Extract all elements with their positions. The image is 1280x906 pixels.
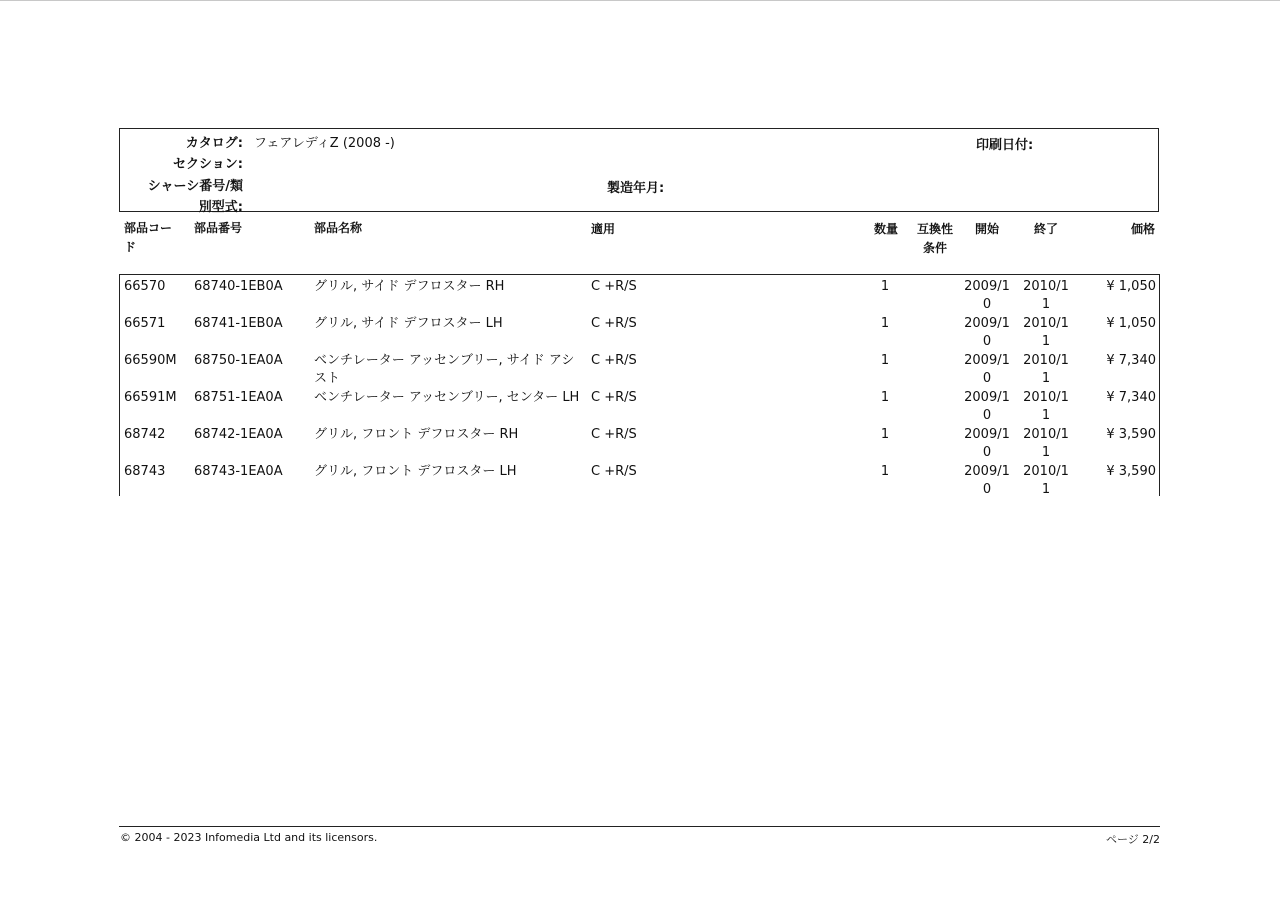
- cell-part-no: 68742-1EA0A: [194, 427, 283, 442]
- page-top-edge: [0, 0, 1280, 1]
- cell-application: C +R/S: [591, 279, 637, 294]
- catalog-value: フェアレディZ (2008 -): [254, 136, 395, 151]
- cell-name: ベンチレーター アッセンブリー, サイド アシスト: [314, 353, 575, 386]
- cell-end: 2010/11: [1023, 464, 1069, 497]
- table-row: [119, 389, 1160, 426]
- cell-end: 2010/11: [1023, 316, 1069, 349]
- cell-part-no: 68741-1EB0A: [194, 316, 283, 331]
- cell-name: グリル, フロント デフロスター RH: [314, 427, 519, 442]
- cell-start: 2009/10: [964, 464, 1010, 497]
- cell-application: C +R/S: [591, 427, 637, 442]
- cell-part-no: 68743-1EA0A: [194, 464, 283, 479]
- table-row: [119, 426, 1160, 463]
- catalog-header-box: [119, 128, 1159, 215]
- col-header-application: 適用: [591, 222, 616, 236]
- cell-code: 66570: [124, 279, 166, 294]
- table-row: [119, 463, 1160, 500]
- cell-part-no: 68751-1EA0A: [194, 390, 283, 405]
- cell-code: 66590M: [124, 353, 177, 368]
- table-row: [119, 315, 1160, 352]
- cell-price: ¥ 3,590: [1106, 427, 1156, 442]
- cell-end: 2010/11: [1023, 353, 1069, 386]
- table-row: [119, 278, 1160, 315]
- print-date-label: 印刷日付:: [976, 138, 1034, 153]
- cell-application: C +R/S: [591, 316, 637, 331]
- cell-name: グリル, サイド デフロスター LH: [314, 316, 503, 331]
- col-header-interchange: 互換性条件: [916, 222, 953, 255]
- chassis-label: シャーシ番号/類: [147, 179, 243, 194]
- col-header-price: 価格: [1131, 222, 1156, 236]
- cell-qty: 1: [880, 427, 890, 442]
- cell-end: 2010/11: [1023, 390, 1069, 423]
- table-header-divider: [119, 274, 1160, 275]
- cell-code: 68743: [124, 464, 166, 479]
- cell-qty: 1: [880, 390, 890, 405]
- model-label: 別型式:: [198, 200, 243, 215]
- cell-start: 2009/10: [964, 353, 1010, 386]
- cell-price: ¥ 1,050: [1106, 279, 1156, 294]
- cell-part-no: 68740-1EB0A: [194, 279, 283, 294]
- cell-start: 2009/10: [964, 279, 1010, 312]
- cell-qty: 1: [880, 353, 890, 368]
- cell-application: C +R/S: [591, 353, 637, 368]
- cell-application: C +R/S: [591, 464, 637, 479]
- col-header-end: 終了: [1034, 222, 1059, 236]
- cell-part-no: 68750-1EA0A: [194, 353, 283, 368]
- cell-price: ¥ 1,050: [1106, 316, 1156, 331]
- cell-end: 2010/11: [1023, 279, 1069, 312]
- cell-start: 2009/10: [964, 316, 1010, 349]
- cell-price: ¥ 7,340: [1106, 353, 1156, 368]
- catalog-label: カタログ:: [185, 136, 243, 151]
- col-header-start: 開始: [975, 222, 1000, 236]
- footer-divider: [119, 826, 1160, 827]
- cell-start: 2009/10: [964, 427, 1010, 460]
- col-header-name: 部品名称: [314, 221, 363, 235]
- manufacture-date-label: 製造年月:: [607, 181, 665, 196]
- cell-price: ¥ 3,590: [1106, 464, 1156, 479]
- cell-start: 2009/10: [964, 390, 1010, 423]
- cell-qty: 1: [880, 316, 890, 331]
- col-header-part-no: 部品番号: [194, 221, 243, 235]
- cell-qty: 1: [880, 279, 890, 294]
- footer-page-number: ページ 2/2: [1106, 833, 1160, 846]
- cell-qty: 1: [880, 464, 890, 479]
- cell-price: ¥ 7,340: [1106, 390, 1156, 405]
- cell-code: 66571: [124, 316, 166, 331]
- col-header-qty: 数量: [874, 222, 899, 236]
- cell-end: 2010/11: [1023, 427, 1069, 460]
- cell-code: 68742: [124, 427, 166, 442]
- col-header-code: 部品コード: [124, 221, 173, 254]
- cell-name: グリル, フロント デフロスター LH: [314, 464, 517, 479]
- cell-name: ベンチレーター アッセンブリー, センター LH: [314, 390, 580, 405]
- section-label: セクション:: [173, 157, 243, 172]
- cell-name: グリル, サイド デフロスター RH: [314, 279, 505, 294]
- cell-application: C +R/S: [591, 390, 637, 405]
- footer-copyright: © 2004 - 2023 Infomedia Ltd and its licensors.: [120, 831, 378, 844]
- cell-code: 66591M: [124, 390, 177, 405]
- table-row: [119, 352, 1160, 389]
